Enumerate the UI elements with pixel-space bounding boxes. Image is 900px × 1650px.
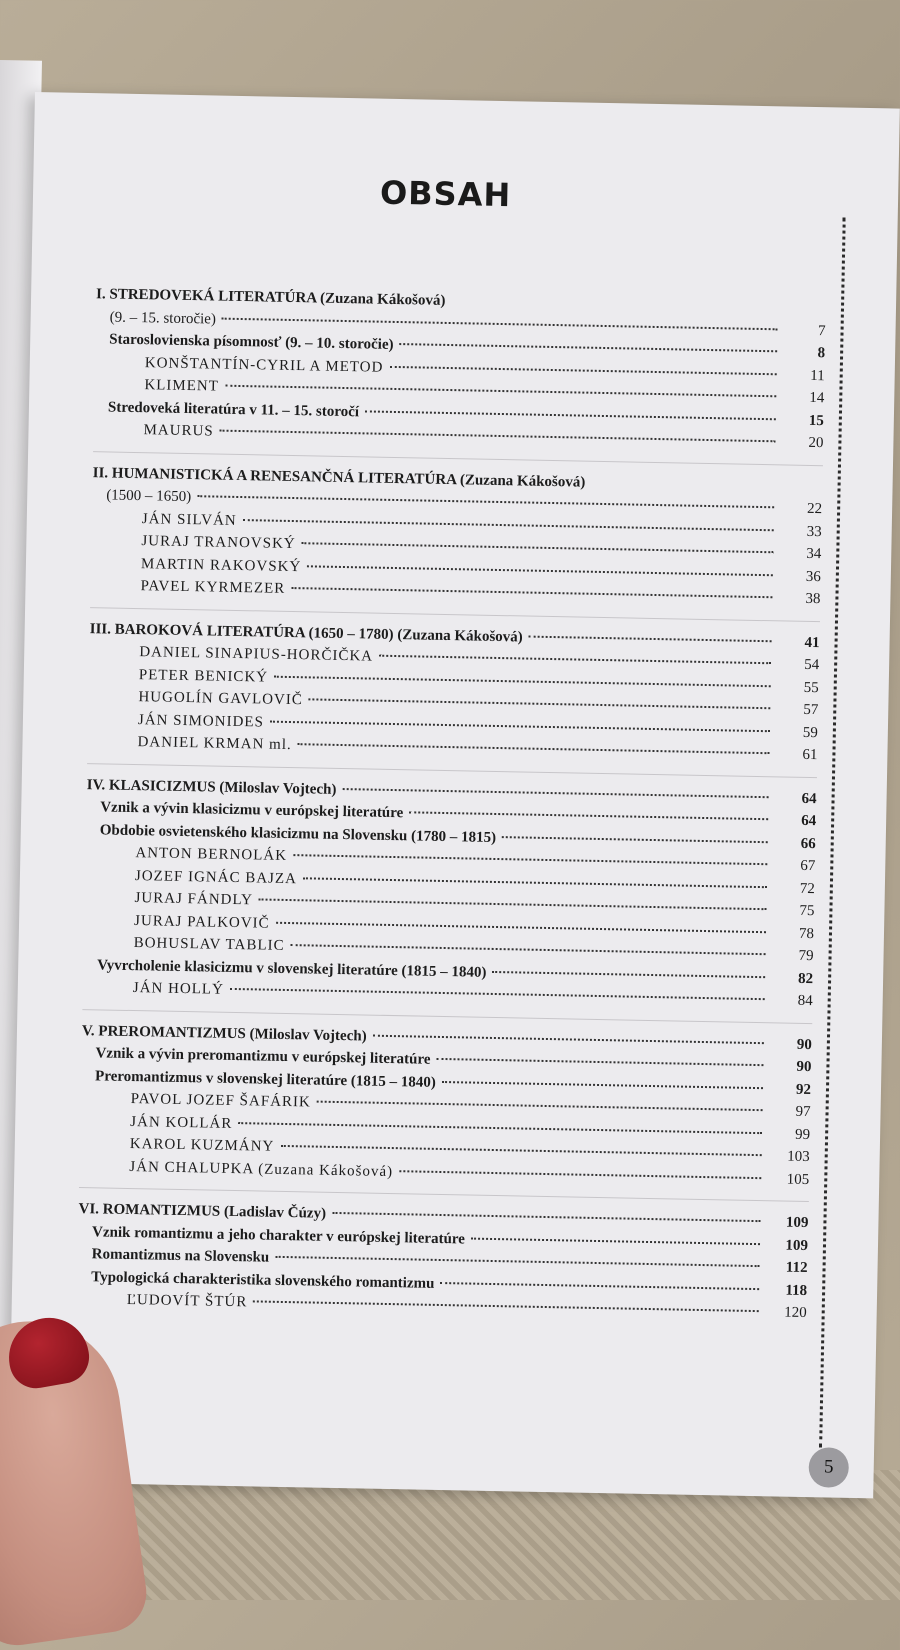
toc-entry-label: PAVOL JOZEF ŠAFÁRIK [130, 1091, 311, 1111]
toc-entry-page: 92 [795, 1081, 812, 1098]
toc-entry-page: 67 [800, 857, 816, 875]
toc-leader-dots [259, 898, 767, 910]
toc-entry-label: DANIEL SINAPIUS-HORČIČKA [139, 644, 374, 665]
toc-leader-dots [253, 1300, 758, 1312]
toc-entry-page: 75 [799, 902, 815, 920]
toc-entry-label: JOZEF IGNÁC BAJZA [134, 867, 298, 887]
toc-leader-dots [197, 495, 774, 508]
toc-leader-dots [303, 877, 767, 888]
toc-entry-page: 79 [798, 947, 814, 965]
toc-leader-dots [220, 430, 776, 443]
toc-leader-dots [399, 1170, 761, 1179]
toc-entry-page: 118 [785, 1282, 808, 1299]
toc-entry-page: 36 [805, 568, 821, 585]
table-of-contents [76, 283, 826, 1334]
toc-section [77, 1187, 809, 1324]
toc-entry-label: ĽUDOVÍT ŠTÚR [126, 1291, 248, 1311]
toc-entry-label: I. STREDOVEKÁ LITERATÚRA (Zuzana Kákošová) [95, 286, 446, 309]
toc-entry-label: Vznik a vývin klasicizmu v európskej literatúre [100, 799, 404, 822]
toc-leader-dots [298, 743, 770, 754]
toc-entry-label: KAROL KUZMÁNY [129, 1136, 275, 1155]
toc-leader-dots [270, 720, 770, 732]
toc-section [83, 763, 817, 1013]
toc-entry-page [780, 490, 822, 491]
toc-leader-dots [280, 1145, 761, 1156]
toc-entry-page: 120 [784, 1304, 807, 1322]
toc-entry-page: 103 [787, 1148, 810, 1166]
toc-leader-dots [274, 675, 771, 687]
toc-leader-dots [225, 385, 776, 398]
toc-entry-label: Stredoveká literatúra v 11. – 15. storočí [107, 398, 360, 420]
toc-entry-label: VI. ROMANTIZMUS (Ladislav Čúzy) [78, 1201, 327, 1222]
toc-entry-label: (9. – 15. storočie) [109, 308, 217, 328]
toc-leader-dots [471, 1237, 760, 1245]
toc-entry-label: JURAJ FÁNDLY [134, 890, 254, 909]
toc-entry-page: 8 [817, 345, 826, 362]
toc-leader-dots [307, 565, 773, 576]
toc-entry-page: 11 [810, 367, 825, 384]
toc-leader-dots [365, 410, 776, 420]
toc-leader-dots [373, 1034, 764, 1044]
toc-entry-page: 66 [800, 835, 816, 852]
toc-leader-dots [342, 788, 768, 798]
toc-leader-dots [238, 1122, 762, 1134]
toc-leader-dots [502, 836, 768, 843]
toc-leader-dots [302, 542, 774, 553]
toc-entry-page [784, 311, 826, 312]
toc-entry-label: Vyvrcholenie klasicizmu v slovenskej literatúre (1815 – 1840) [97, 956, 487, 981]
toc-entry-label: JURAJ PALKOVIČ [133, 912, 270, 932]
toc-entry-label: IV. KLASICIZMUS (Miloslav Vojtech) [86, 776, 337, 798]
toc-section [79, 1009, 812, 1191]
toc-leader-dots [591, 482, 774, 486]
toc-leader-dots [222, 317, 778, 330]
toc-leader-dots [317, 1101, 763, 1112]
toc-entry-page: 97 [795, 1103, 811, 1121]
toc-entry-page: 109 [785, 1214, 809, 1232]
toc-entry-label: Typologická charakteristika slovenského romantizmu [91, 1268, 435, 1292]
toc-entry-page: 112 [785, 1259, 808, 1277]
toc-leader-dots [440, 1282, 759, 1290]
toc-entry-page: 90 [796, 1036, 813, 1053]
toc-entry-page: 59 [802, 724, 818, 741]
toc-entry-label: Vznik a vývin preromantizmu v európskej literatúre [95, 1045, 431, 1068]
toc-leader-dots [276, 921, 766, 932]
toc-leader-dots [442, 1080, 763, 1088]
toc-entry-label: MAURUS [143, 422, 214, 440]
toc-leader-dots [379, 655, 771, 665]
toc-entry-label: PETER BENICKÝ [138, 666, 269, 686]
toc-entry-page: 20 [808, 434, 824, 452]
book-page [8, 92, 900, 1498]
toc-entry-page: 22 [806, 500, 823, 518]
toc-leader-dots [309, 698, 770, 709]
toc-entry-page: 78 [798, 925, 815, 942]
toc-entry-label: JÁN SIMONIDES [137, 711, 265, 731]
toc-entry-page: 61 [802, 746, 818, 764]
toc-entry-page: 54 [803, 656, 820, 674]
toc-entry-page: 109 [785, 1237, 809, 1254]
toc-leader-dots [291, 944, 766, 955]
toc-leader-dots [293, 854, 767, 865]
toc-leader-dots [243, 519, 774, 531]
toc-entry-page: 15 [808, 412, 824, 429]
toc-entry-label: II. HUMANISTICKÁ A RENESANČNÁ LITERATÚRA (Zuzana Kákošová) [92, 464, 586, 491]
toc-entry-label: III. BAROKOVÁ LITERATÚRA (1650 – 1780) (Zuzana Kákošová) [89, 620, 523, 645]
toc-entry-label: Obdobie osvietenského klasicizmu na Slovensku (1780 – 1815) [99, 821, 497, 846]
toc-entry-label: PAVEL KYRMEZER [140, 578, 286, 597]
toc-entry-page: 55 [803, 679, 819, 696]
toc-entry-page: 90 [796, 1058, 812, 1076]
toc-entry-page: 14 [809, 389, 825, 407]
toc-entry-label: Preromantizmus v slovenskej literatúre (1815 – 1840) [94, 1067, 436, 1091]
toc-leader-dots [291, 587, 772, 598]
toc-entry-label: V. PREROMANTIZMUS (Miloslav Vojtech) [81, 1022, 367, 1045]
toc-entry-page: 7 [817, 322, 826, 339]
toc-entry-page: 38 [805, 590, 821, 608]
toc-section [90, 451, 823, 611]
toc-entry-page: 33 [806, 523, 822, 540]
page-number-badge: 5 [808, 1447, 849, 1488]
toc-leader-dots [400, 343, 778, 352]
toc-entry-page: 105 [786, 1171, 810, 1188]
toc-entry-label: Romantizmus na Slovensku [91, 1246, 270, 1266]
toc-leader-dots [529, 635, 772, 642]
toc-entry-label: JÁN KOLLÁR [130, 1113, 233, 1132]
toc-entry-label: ANTON BERNOLÁK [135, 845, 288, 864]
toc-leader-dots [275, 1256, 759, 1267]
toc-entry-page: 72 [799, 880, 816, 897]
toc-entry-label: (1500 – 1650) [106, 487, 192, 506]
toc-section [87, 607, 820, 767]
toc-entry-label: DANIEL KRMAN ml. [137, 734, 292, 754]
toc-entry-page: 57 [803, 701, 819, 719]
toc-entry-page: 41 [804, 634, 820, 651]
toc-entry-label: JÁN CHALUPKA (Zuzana Kákošová) [129, 1158, 394, 1180]
toc-entry-label: Staroslovienska písomnosť (9. – 10. storočie) [109, 331, 394, 353]
toc-leader-dots [492, 970, 765, 977]
toc-entry-page: 99 [794, 1126, 811, 1143]
toc-entry-label: JÁN SILVÁN [141, 510, 237, 529]
toc-entry-page: 64 [800, 812, 817, 830]
toc-leader-dots [451, 301, 778, 307]
toc-section [93, 283, 826, 454]
toc-leader-dots [332, 1212, 760, 1222]
toc-leader-dots [230, 988, 765, 1000]
toc-entry-label: KLIMENT [144, 377, 220, 395]
toc-entry-page: 34 [806, 545, 822, 563]
toc-entry-label: KONŠTANTÍN-CYRIL A METOD [144, 354, 384, 376]
toc-entry-label: Vznik romantizmu a jeho charakter v európskej literatúre [91, 1223, 466, 1247]
toc-entry-label: BOHUSLAV TABLIC [133, 935, 285, 954]
toc-entry-label: HUGOLÍN GAVLOVIČ [138, 689, 303, 709]
toc-entry-label: JURAJ TRANOVSKÝ [141, 533, 296, 553]
toc-entry-label: MARTIN RAKOVSKÝ [140, 555, 302, 575]
toc-entry-label: JÁN HOLLÝ [132, 980, 225, 998]
page-title: OBSAH [379, 173, 512, 215]
toc-entry-page: 82 [797, 970, 814, 987]
toc-leader-dots [409, 811, 768, 820]
toc-leader-dots [436, 1058, 763, 1066]
toc-entry-page: 64 [801, 790, 817, 807]
toc-leader-dots [389, 365, 776, 374]
toc-entry-page: 84 [797, 992, 813, 1010]
